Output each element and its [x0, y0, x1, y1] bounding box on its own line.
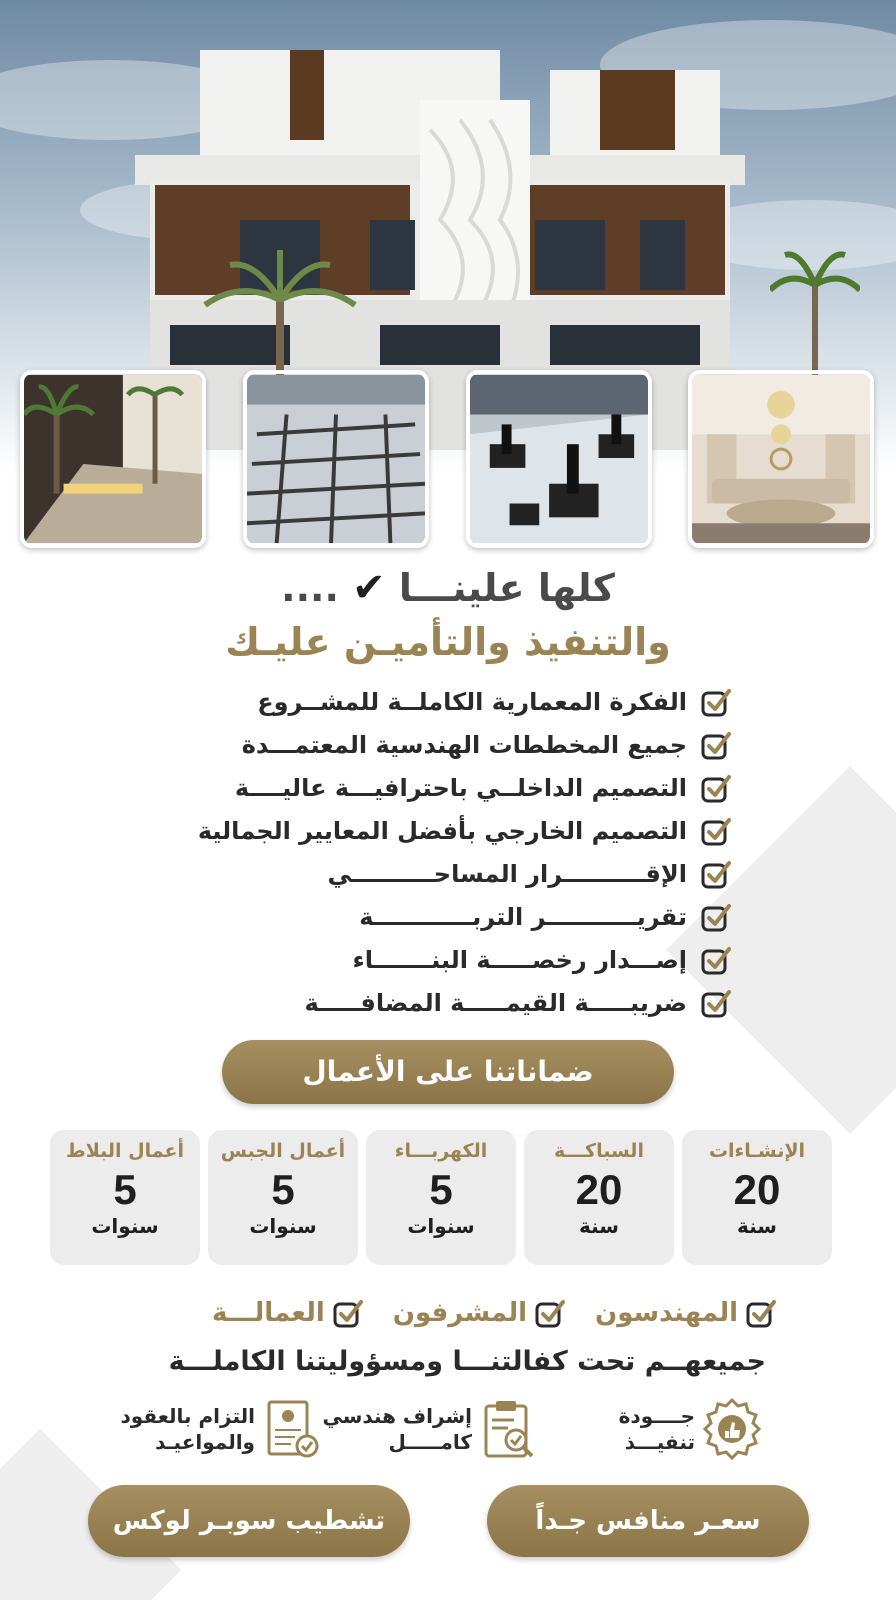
checklist-item	[131, 680, 731, 723]
warranty-unit: سنوات	[91, 1214, 159, 1238]
checkbox-check-icon	[701, 859, 731, 889]
checklist-item	[131, 852, 731, 895]
feature-quality-line2: تنفيـــذ	[624, 1430, 695, 1454]
warranty-card	[524, 1130, 674, 1265]
competitive-price-button[interactable]: سعـر منافس جـداً	[487, 1485, 809, 1557]
warranty-cards	[50, 1130, 846, 1265]
warranty-value: 5	[113, 1166, 137, 1213]
feature-supervision-line2: كامـــــل	[388, 1430, 472, 1454]
feature-commitment	[121, 1398, 321, 1460]
warranty-value: 20	[733, 1166, 781, 1213]
checklist-item-text: الإقــــــــــرار المساحــــــــــي	[327, 859, 687, 888]
super-lux-finishing-button[interactable]: تشطيب سوبـر لوكس	[88, 1485, 410, 1557]
headline-line-1: كلها علينـــا ✔ ....	[281, 565, 615, 611]
warranty-label: أعمال الجبس	[220, 1140, 346, 1162]
warranty-unit: سنة	[737, 1214, 777, 1238]
warranty-card	[50, 1130, 200, 1265]
checkbox-check-icon	[701, 902, 731, 932]
warranty-unit: سنوات	[249, 1214, 317, 1238]
warranty-value: 20	[575, 1166, 623, 1213]
warranty-card	[682, 1130, 832, 1265]
checkbox-check-icon	[701, 816, 731, 846]
checkbox-check-icon	[333, 1298, 363, 1328]
checklist-item	[131, 809, 731, 852]
checkbox-check-icon	[701, 730, 731, 760]
responsibility-statement: جميعهــم تحت كفالتنـــا ومسؤوليتنا الكاملـــة	[168, 1346, 766, 1377]
services-checklist	[131, 680, 731, 1024]
warranty-label: الكهربـــاء	[394, 1140, 488, 1162]
photo-courtyard-night	[20, 370, 206, 548]
checkbox-check-icon	[746, 1298, 776, 1328]
headline-line-2: والتنفيذ والتأميـن عليـك	[225, 620, 671, 664]
checklist-item-text: إصـــدار رخصـــــة البنـــــــاء	[352, 945, 687, 974]
feature-quality	[619, 1398, 761, 1460]
staff-item	[393, 1298, 565, 1328]
warranty-unit: سنة	[579, 1214, 619, 1238]
staff-item	[595, 1298, 776, 1328]
palm-tree-icon	[770, 245, 860, 375]
checklist-item	[131, 938, 731, 981]
checkbox-check-icon	[701, 988, 731, 1018]
checkmark-icon: ✔	[352, 565, 386, 611]
warranty-value: 5	[429, 1166, 453, 1213]
staff-label: المهندسون	[595, 1298, 738, 1328]
quality-badge-icon	[703, 1398, 761, 1460]
checklist-item	[131, 981, 731, 1024]
warranty-card	[366, 1130, 516, 1265]
feature-supervision-line1: إشراف هندسي	[322, 1404, 472, 1428]
guarantee-title-banner: ضماناتنا على الأعمال	[222, 1040, 674, 1104]
staff-label: المشرفون	[392, 1298, 528, 1328]
checkbox-check-icon	[701, 773, 731, 803]
warranty-card	[208, 1130, 358, 1265]
checklist-item-text: التصميم الداخلــي باحترافيـــة عاليــــة	[234, 773, 687, 802]
checklist-item	[131, 723, 731, 766]
photo-gallery	[20, 370, 876, 550]
checklist-item-text: ضريبـــــة القيمـــــة المضافـــــة	[304, 988, 687, 1017]
checklist-item-text: الفكرة المعمارية الكاملــة للمشــروع	[257, 687, 687, 716]
clipboard-search-icon	[480, 1398, 538, 1460]
checklist-item	[131, 895, 731, 938]
checkbox-check-icon	[701, 687, 731, 717]
warranty-unit: سنوات	[407, 1214, 475, 1238]
checkbox-check-icon	[701, 945, 731, 975]
photo-interior-living-room	[688, 370, 874, 548]
staff-label: العمالـــة	[212, 1298, 325, 1328]
photo-rebar-foundation	[243, 370, 429, 548]
feature-commitment-line1: التزام بالعقود	[120, 1404, 255, 1428]
photo-foundation-columns	[466, 370, 652, 548]
checklist-item-text: جميع المخططات الهندسية المعتمـــدة	[241, 730, 687, 759]
warranty-label: السباكـــة	[554, 1140, 644, 1162]
feature-quality-line1: جــــودة	[618, 1404, 695, 1428]
warranty-value: 5	[271, 1166, 295, 1213]
staff-item	[212, 1298, 363, 1328]
staff-row	[182, 1298, 776, 1328]
checkbox-check-icon	[535, 1298, 565, 1328]
checklist-item-text: تقريـــــــــــر التربــــــــــــة	[359, 902, 687, 931]
warranty-label: الإنشـاءات	[708, 1140, 806, 1162]
feature-commitment-line2: والمواعيـد	[155, 1430, 255, 1454]
feature-supervision	[322, 1398, 538, 1460]
palm-tree-icon	[200, 250, 360, 390]
checklist-item	[131, 766, 731, 809]
contract-certificate-icon	[263, 1398, 321, 1460]
warranty-label: أعمال البلاط	[65, 1140, 185, 1162]
checklist-item-text: التصميم الخارجي بأفضل المعايير الجمالية	[197, 816, 687, 845]
